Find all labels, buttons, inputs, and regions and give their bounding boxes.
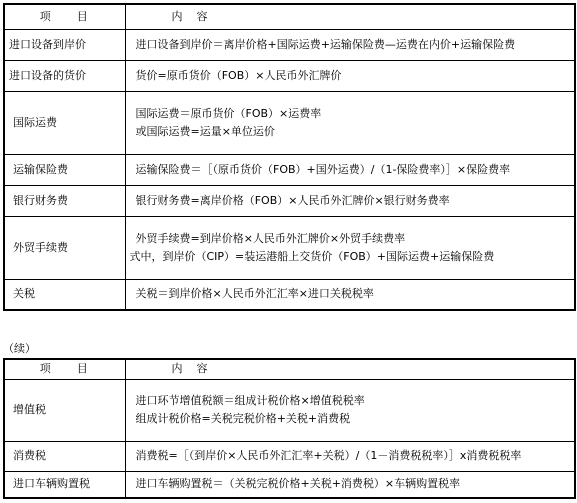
formula-line: 关税＝到岸价格×人民币外汇汇率×进口关税税率 — [135, 287, 374, 301]
continued-label: （续） — [3, 342, 36, 355]
table-row — [4, 91, 575, 154]
formula-line: 或国际运费=运量×单位运价 — [135, 124, 275, 138]
header-content — [125, 4, 575, 29]
row-name: 消费税 — [4, 441, 125, 471]
header-item-char-2: 目 — [76, 362, 90, 376]
table-row — [4, 471, 575, 498]
row-formula — [125, 91, 575, 154]
header-content-char-1: 内 — [171, 9, 185, 23]
row-name: 银行财务费 — [4, 185, 125, 216]
table-row — [4, 216, 575, 279]
row-name: 国际运费 — [4, 91, 125, 154]
header-item — [4, 4, 125, 29]
header-content — [125, 359, 575, 379]
row-name: 关税 — [4, 279, 125, 310]
row-formula — [125, 441, 575, 471]
table-row — [4, 185, 575, 216]
cost-table-main — [3, 3, 576, 311]
row-name: 外贸手续费 — [4, 216, 125, 279]
header-item — [4, 359, 125, 379]
row-name: 进口车辆购置税 — [4, 471, 125, 498]
row-name: 进口设备到岸价 — [4, 29, 125, 60]
row-name: 增值税 — [4, 379, 125, 441]
formula-line: 外贸手续费=到岸价格×人民币外汇牌价×外贸手续费率 — [135, 231, 406, 245]
formula-line: 运输保险费＝［（原币货价（FOB）+国外运费）∕（1-保险费率）］×保险费率 — [135, 162, 511, 176]
row-formula — [125, 29, 575, 60]
header-content-char-1: 内 — [171, 362, 185, 376]
row-formula — [125, 185, 575, 216]
table-header-row — [4, 4, 575, 29]
header-content-char-2: 容 — [196, 9, 210, 23]
table-row — [4, 441, 575, 471]
row-formula — [125, 279, 575, 310]
row-formula — [125, 216, 575, 279]
header-item-char-1: 项 — [39, 9, 53, 23]
table-row — [4, 379, 575, 441]
formula-line: 进口环节增值税额＝组成计税价格×增值税税率 — [135, 394, 365, 407]
table-row — [4, 60, 575, 91]
formula-line: 国际运费＝原币货价（FOB）×运费率 — [135, 106, 322, 120]
row-name: 进口设备的货价 — [4, 60, 125, 91]
table-header-row — [4, 359, 575, 379]
cost-table-continued — [3, 358, 576, 499]
header-item-char-1: 项 — [39, 362, 53, 376]
row-name: 运输保险费 — [4, 154, 125, 185]
formula-line: 银行财务费=离岸价格（FOB）×人民币外汇牌价×银行财务费率 — [135, 193, 450, 207]
table-row — [4, 279, 575, 310]
formula-line: 式中，到岸价（CIP）=装运港船上交货价（FOB）+国际运费+运输保险费 — [129, 249, 495, 263]
formula-line: 进口设备到岸价＝离岸价格+国际运费+运输保险费—运费在内价+运输保险费 — [135, 37, 516, 51]
row-formula — [125, 154, 575, 185]
formula-line: 组成计税价格=关税完税价格+关税+消费税 — [135, 412, 351, 425]
header-content-char-2: 容 — [196, 362, 210, 376]
row-formula — [125, 379, 575, 441]
formula-line: 货价=原币货价（FOB）×人民币外汇牌价 — [135, 68, 342, 82]
formula-line: 消费税=［（到岸价×人民币外汇汇率+关税）∕（1－消费税税率）］x消费税税率 — [135, 449, 522, 462]
table-row — [4, 29, 575, 60]
row-formula — [125, 60, 575, 91]
header-item-char-2: 目 — [76, 9, 90, 23]
formula-line: 进口车辆购置税＝（关税完税价格+关税+消费税）×车辆购置税率 — [135, 477, 461, 491]
table-row — [4, 154, 575, 185]
row-formula — [125, 471, 575, 498]
